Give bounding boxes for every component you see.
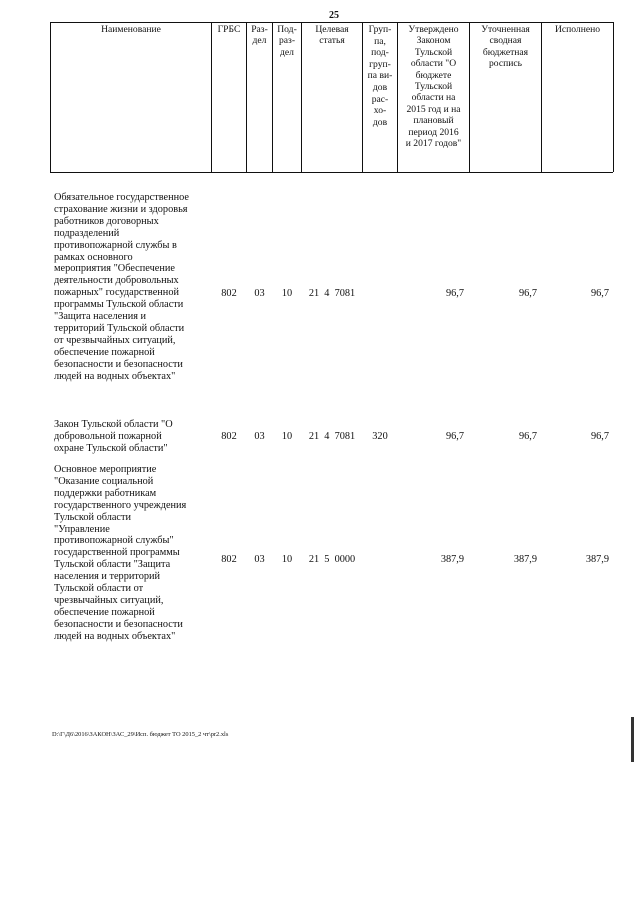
header-approved: Утверждено Законом Тульской области "О бюджете Тульской области на 2015 год и на плановый период 2016 и 2017 годов"	[405, 24, 462, 150]
cell-podrazdel: 10	[281, 288, 293, 299]
row-name: Обязательное государственное страхование жизни и здоровья работников договорных подразделений противопожарной службы в рамках основного мероприятия "Обеспечение деятельности добровольных пожарных" государственной программы Тульской области "Защита населения и территорий Тульской области от чрезвычайных ситуаций, обеспечение пожарной безопасности и безопасности людей на водных объектах"	[54, 192, 189, 382]
cell-approved: 96,7	[445, 431, 464, 442]
header-podrazdel: Под- раз- дел	[277, 24, 297, 58]
cell-razdel: 03	[254, 554, 265, 565]
cell-grbs: 802	[221, 431, 237, 442]
cell-target-article: 21 4 7081	[308, 431, 356, 442]
cell-approved: 387,9	[440, 554, 464, 565]
cell-refined: 387,9	[513, 554, 537, 565]
scan-margin-mark	[631, 717, 634, 762]
cell-approved: 96,7	[445, 288, 464, 299]
cell-expense-group: 320	[372, 431, 388, 442]
header-target-article: Целевая статья	[315, 24, 349, 47]
column-divider	[50, 22, 51, 172]
header-expense-group: Груп- па, под- груп- па ви- дов рас- хо- дов	[367, 24, 393, 128]
column-divider	[541, 22, 542, 172]
column-divider	[211, 22, 212, 172]
cell-razdel: 03	[254, 431, 265, 442]
column-divider	[613, 22, 614, 172]
cell-grbs: 802	[221, 554, 237, 565]
cell-executed: 96,7	[590, 431, 609, 442]
cell-razdel: 03	[254, 288, 265, 299]
header-top-border	[50, 22, 613, 23]
row-name: Основное мероприятие "Оказание социальной поддержки работникам государственного учреждения Тульской области "Управление противопожарной службы" государственной программы Тульской области "Защита населения и территорий Тульской области от чрезвычайных ситуаций, обеспечение пожарной безопасности и безопасности людей на водных объектах"	[54, 464, 187, 642]
cell-grbs: 802	[221, 288, 237, 299]
cell-podrazdel: 10	[281, 431, 293, 442]
header-grbs: ГРБС	[217, 24, 241, 35]
header-razdel: Раз- дел	[251, 24, 268, 47]
page-number: 25	[329, 10, 339, 21]
cell-target-article: 21 4 7081	[308, 288, 356, 299]
cell-target-article: 21 5 0000	[308, 554, 356, 565]
header-bottom-border	[50, 172, 613, 173]
header-name: Наименование	[101, 24, 161, 35]
header-executed: Исполнено	[554, 24, 601, 35]
row-name: Закон Тульской области "О добровольной пожарной охране Тульской области"	[54, 419, 173, 454]
footer-file-path: D:\Г\Д6\2016\ЗАКОН\ЗАС_29\Исп. бюджет ТО 2015_2 чт\pr2.xls	[52, 731, 229, 738]
cell-refined: 96,7	[518, 431, 537, 442]
cell-executed: 96,7	[590, 288, 609, 299]
cell-executed: 387,9	[585, 554, 609, 565]
cell-podrazdel: 10	[281, 554, 293, 565]
cell-refined: 96,7	[518, 288, 537, 299]
header-refined-list: Уточненная сводная бюджетная роспись	[481, 24, 530, 70]
